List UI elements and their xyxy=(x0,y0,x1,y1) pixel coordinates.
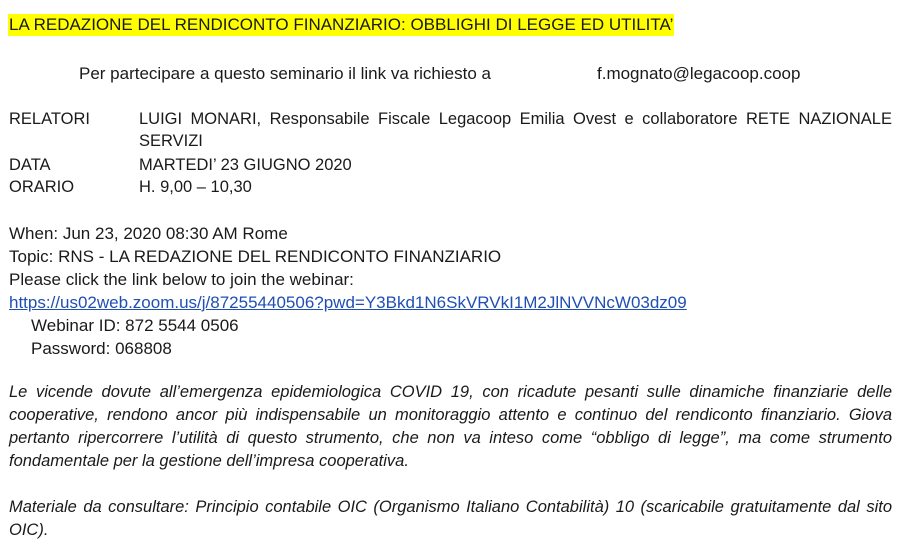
registration-text: Per partecipare a questo seminario il link va richiesto a xyxy=(79,64,491,83)
material-paragraph: Materiale da consultare: Principio contabile OIC (Organismo Italiano Contabilità) 10 (scaricabile gratuitamente dal sito OIC). xyxy=(9,498,892,539)
document-title: LA REDAZIONE DEL RENDICONTO FINANZIARIO: OBBLIGHI DI LEGGE ED UTILITA’ xyxy=(9,15,674,34)
webinar-id: Webinar ID: 872 5544 0506 xyxy=(31,316,239,335)
webinar-instructions: Please click the link below to join the webinar: xyxy=(9,270,354,289)
relatori-label: RELATORI xyxy=(9,110,90,128)
webinar-when: When: Jun 23, 2020 08:30 AM Rome xyxy=(9,224,288,243)
registration-email[interactable]: f.mognato@legacoop.coop xyxy=(597,64,801,83)
data-value: MARTEDI’ 23 GIUGNO 2020 xyxy=(139,156,352,174)
webinar-password: Password: 068808 xyxy=(31,339,172,358)
relatori-value: LUIGI MONARI, Responsabile Fiscale Legacoop Emilia Ovest e collaboratore RETE NAZIONALE SERVIZI xyxy=(139,110,892,150)
webinar-topic: Topic: RNS - LA REDAZIONE DEL RENDICONTO FINANZIARIO xyxy=(9,247,502,266)
covid-paragraph: Le vicende dovute all’emergenza epidemiologica COVID 19, con ricadute pesanti sulle dinamiche finanziarie delle cooperative, rendono ancor più indispensabile un monitoraggio attento e continuo del rendiconto finanziario. Giova pertanto ripercorrere l’utilità di questo strumento, che non va inteso come “obbligo di legge”, ma come strumento fondamentale per la gestione dell’impresa cooperativa. xyxy=(9,383,892,470)
orario-label: ORARIO xyxy=(9,178,75,196)
orario-value: H. 9,00 – 10,30 xyxy=(139,178,252,196)
data-label: DATA xyxy=(9,156,51,174)
webinar-join-link[interactable]: https://us02web.zoom.us/j/87255440506?pwd=Y3Bkd1N6SkVRVkI1M2JlNVVNcW03dz09 xyxy=(9,293,687,312)
